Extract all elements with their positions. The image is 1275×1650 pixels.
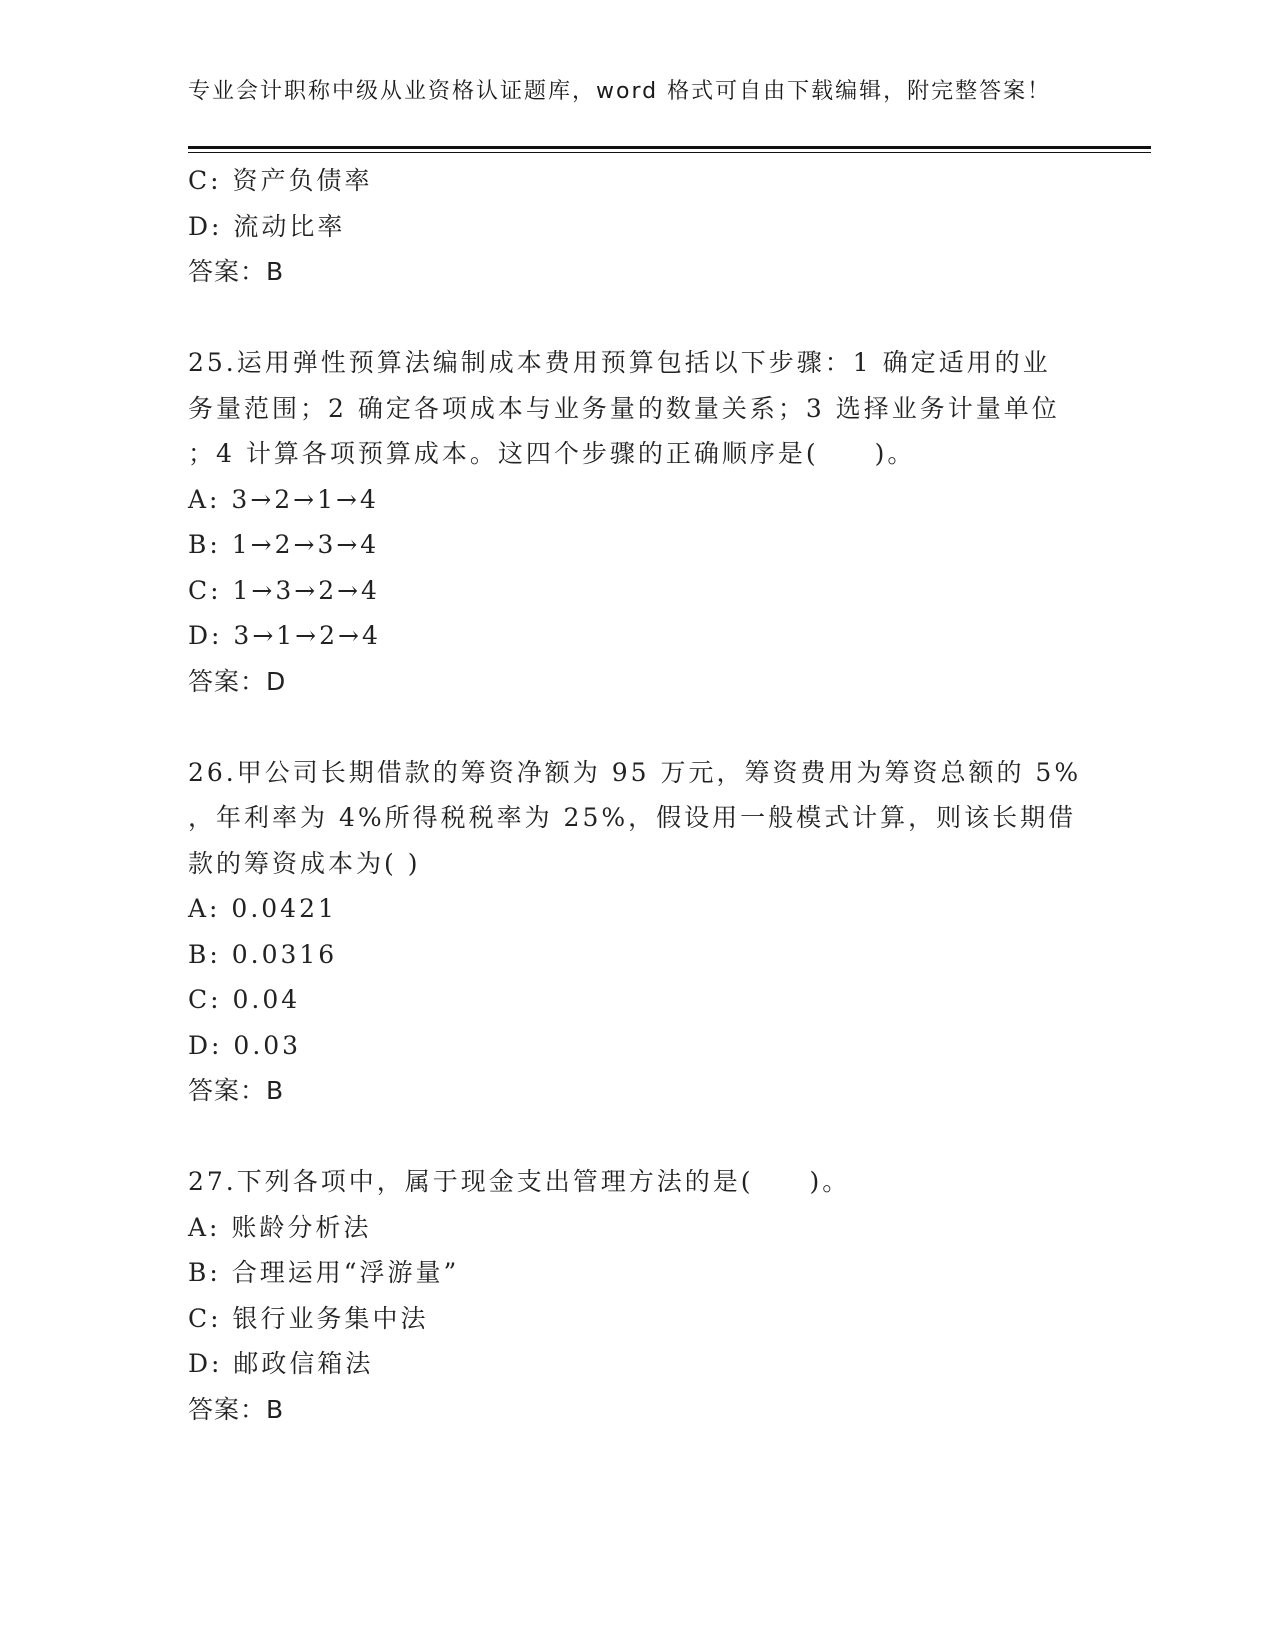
option-d: D: 邮政信箱法: [188, 1349, 374, 1378]
question-content: [188, 158, 1088, 1432]
header-rule-thin: [188, 152, 1151, 153]
answer: 答案：D: [188, 666, 287, 696]
option-d: D: 流动比率: [188, 211, 346, 241]
question-text-line: 26.甲公司长期借款的筹资净额为 95 万元，筹资费用为筹资总额的 5%: [188, 757, 1082, 787]
answer: 答案：B: [188, 1076, 285, 1105]
answer: 答案：B: [188, 257, 285, 286]
option-b: B: 合理运用“浮游量”: [188, 1258, 460, 1287]
option-d: D: 0.03: [188, 1030, 302, 1060]
option-a: A: 账龄分析法: [188, 1212, 372, 1242]
option-a: A: 3→2→1→4: [188, 484, 379, 514]
question-27: [188, 1159, 1088, 1432]
option-d: D: 3→1→2→4: [188, 621, 381, 650]
question-text-line: ，年利率为 4%所得税税率为 25%，假设用一般模式计算，则该长期借: [188, 803, 1077, 832]
question-text-line: 27.下列各项中，属于现金支出管理方法的是( )。: [188, 1167, 851, 1196]
header-rule-thick: [188, 146, 1151, 149]
question-text-line: 务量范围；2 确定各项成本与业务量的数量关系；3 选择业务计量单位: [188, 393, 1060, 423]
question-text-line: 25.运用弹性预算法编制成本费用预算包括以下步骤：1 确定适用的业: [188, 348, 1051, 377]
option-b: B: 0.0316: [188, 939, 338, 969]
option-a: A: 0.0421: [188, 894, 337, 923]
option-c: C: 1→3→2→4: [188, 575, 380, 605]
question-26: [188, 750, 1088, 1114]
option-c: C: 银行业务集中法: [188, 1303, 429, 1333]
question-text-line: 款的筹资成本为( ): [188, 848, 421, 878]
question-text-line: ；4 计算各项预算成本。这四个步骤的正确顺序是( )。: [188, 439, 916, 468]
option-c: C: 0.04: [188, 985, 301, 1014]
option-c: C: 资产负债率: [188, 166, 373, 195]
answer: 答案：B: [188, 1394, 285, 1424]
spacer: [188, 1114, 1088, 1160]
option-b: B: 1→2→3→4: [188, 530, 380, 559]
page-header: 专业会计职称中级从业资格认证题库，word 格式可自由下载编辑，附完整答案！: [188, 79, 1052, 104]
spacer: [188, 704, 1088, 750]
question-25: [188, 340, 1088, 704]
spacer: [188, 295, 1088, 341]
